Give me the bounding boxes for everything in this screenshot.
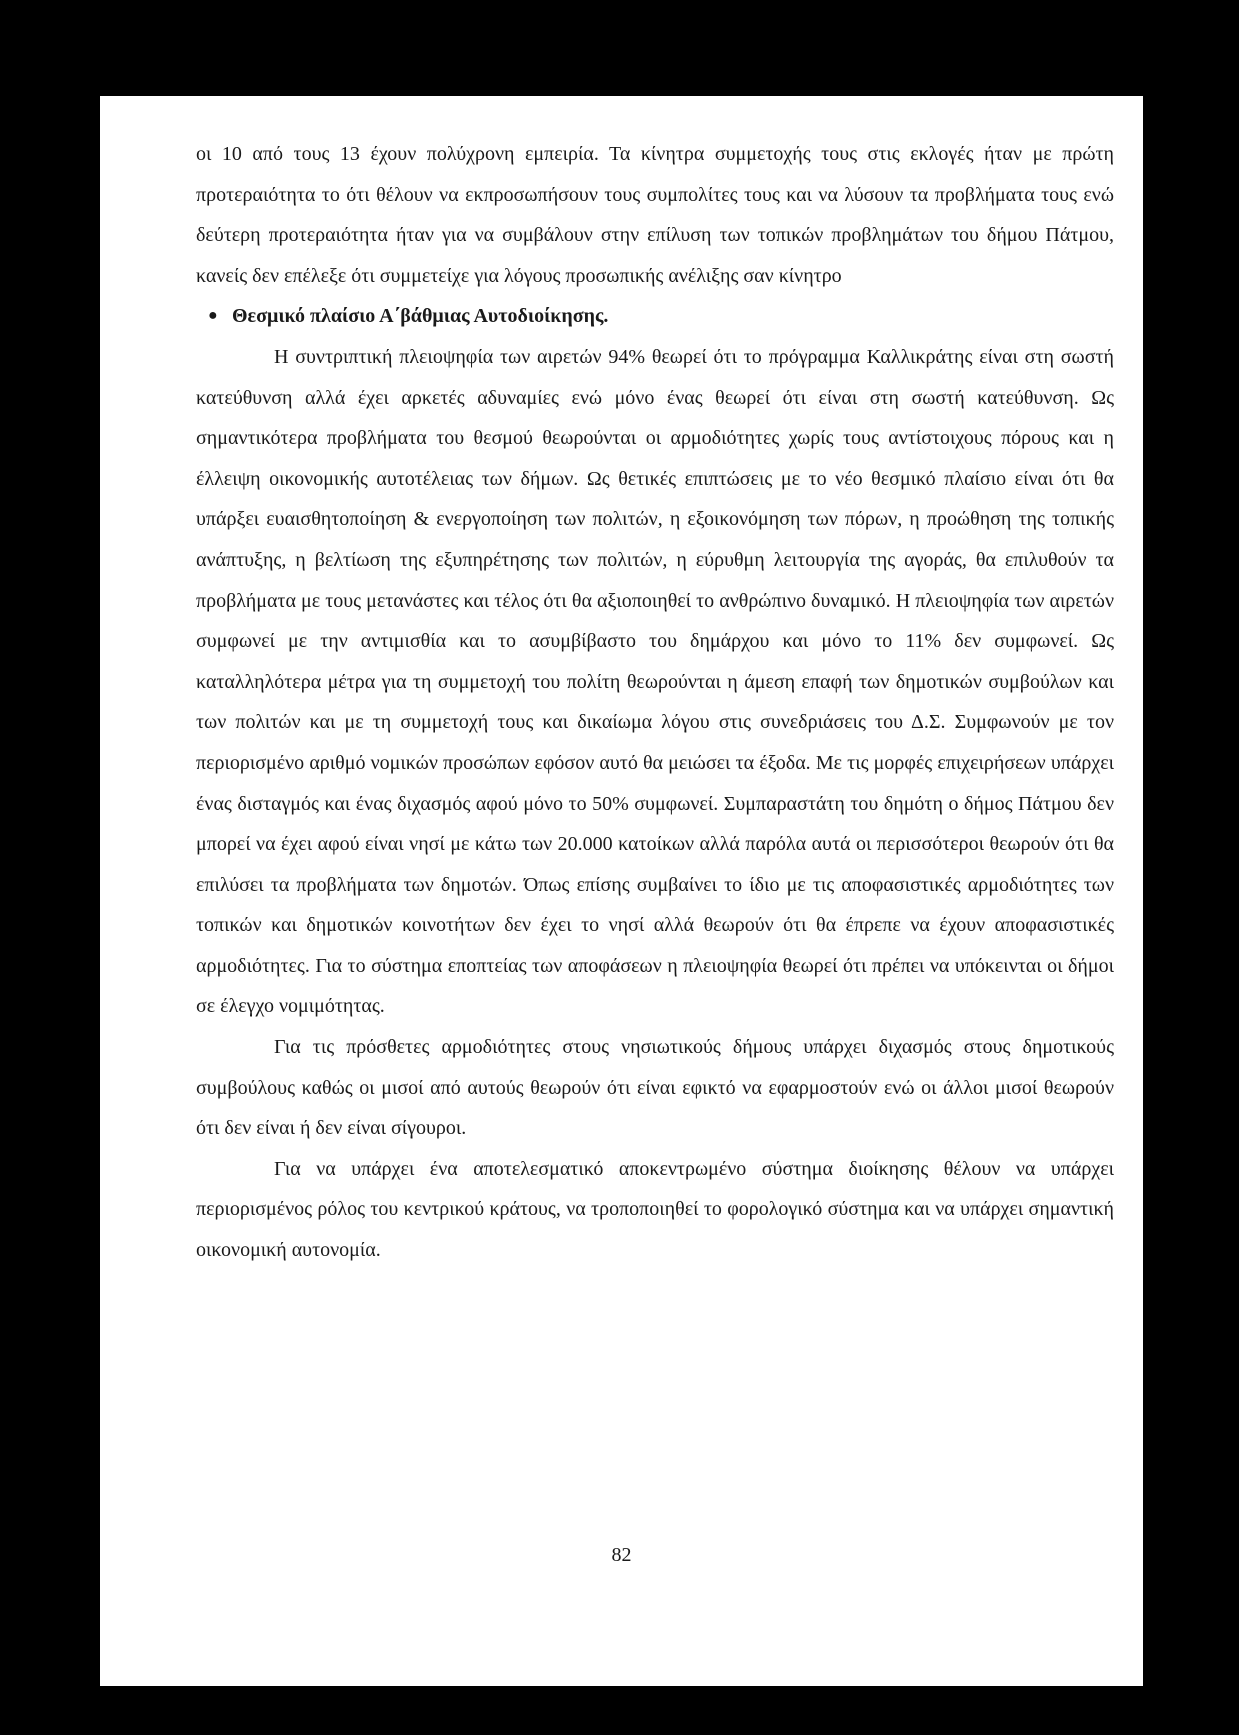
paragraph-main: Η συντριπτική πλειοψηφία των αιρετών 94% θεωρεί ότι το πρόγραμμα Καλλικράτης είναι στη σωστή κατεύθυνση αλλά έχει αρκετές αδυναμίες ενώ μόνο ένας θεωρεί ότι είναι στη σωστή κατεύθυνση. Ως σημαντικότερα προβλήματα του θεσμού θεωρούνται οι αρμοδιότητες χωρίς τους αντίστοιχους πόρους και η έλλειψη οικονομικής αυτοτέλειας των δήμων. Ως θετικές επιπτώσεις με το νέο θεσμικό πλαίσιο είναι ότι θα υπάρξει ευαισθητοποίηση & ενεργοποίηση των πολιτών, η εξοικονόμηση των πόρων, η προώθηση της τοπικής ανάπτυξης, η βελτίωση της εξυπηρέτησης των πολιτών, η εύρυθμη λειτουργία της αγοράς, θα επιλυθούν τα προβλήματα με τους μετανάστες και τέλος ότι θα αξιοποιηθεί το ανθρώπινο δυναμικό. Η πλειοψηφία των αιρετών συμφωνεί με την αντιμισθία και το ασυμβίβαστο του δημάρχου και μόνο το 11% δεν συμφωνεί. Ως καταλληλότερα μέτρα για τη συμμετοχή του πολίτη θεωρούνται η άμεση επαφή των δημοτικών συμβούλων και των πολιτών και με τη συμμετοχή τους και δικαίωμα λόγου στις συνεδριάσεις του Δ.Σ. Συμφωνούν με τον περιορισμένο αριθμό νομικών προσώπων εφόσον αυτό θα μειώσει τα έξοδα. Με τις μορφές επιχειρήσεων υπάρχει ένας δισταγμός και ένας διχασμός αφού μόνο το 50% συμφωνεί. Συμπαραστάτη του δημότη ο δήμος Πάτμου δεν μπορεί να έχει αφού είναι νησί με κάτω των 20.000 κατοίκων αλλά παρόλα αυτά οι περισσότεροι θεωρούν ότι θα επιλύσει τα προβλήματα των δημοτών. Όπως επίσης συμβαίνει το ίδιο με τις αποφασιστικές αρμοδιότητες των τοπικών και δημοτικών κοινοτήτων δεν έχει το νησί αλλά θεωρούν ότι θα έπρεπε να έχουν αποφασιστικές αρμοδιότητες. Για το σύστημα εποπτείας των αποφάσεων η πλειοψηφία θεωρεί ότι πρέπει να υπόκεινται οι δήμοι σε έλεγχο νομιμότητας. [196,345,1114,1018]
section-heading-text: Θεσμικό πλαίσιο Α΄βάθμιας Αυτοδιοίκησης. [232,305,609,328]
paragraph-system: Για να υπάρχει ένα αποτελεσματικό αποκεντρωμένο σύστημα διοίκησης θέλουν να υπάρχει περιορισμένος ρόλος του κεντρικού κράτους, να τροποποιηθεί το φορολογικό σύστημα και να υπάρχει σημαντική οικονομική αυτονομία. [196,1157,1114,1262]
bullet-icon: ● [208,307,218,325]
paragraph-islands: Για τις πρόσθετες αρμοδιότητες στους νησιωτικούς δήμους υπάρχει διχασμός στους δημοτικούς συμβούλους καθώς οι μισοί από αυτούς θεωρούν ότι είναι εφικτό να εφαρμοστούν ενώ οι άλλοι μισοί θεωρούν ότι δεν είναι ή δεν είναι σίγουροι. [196,1036,1114,1140]
paragraph-intro: οι 10 από τους 13 έχουν πολύχρονη εμπειρία. Τα κίνητρα συμμετοχής τους στις εκλογές ήταν με πρώτη προτεραιότητα το ότι θέλουν να εκπροσωπήσουν τους συμπολίτες τους και να λύσουν τα προβλήματα τους ενώ δεύτερη προτεραιότητα ήταν για να συμβάλουν στην επίλυση των τοπικών προβλημάτων του δήμου Πάτμου, κανείς δεν επέλεξε ότι συμμετείχε για λόγους προσωπικής ανέλιξης σαν κίνητρο [196,143,1114,287]
section-heading [196,296,1114,337]
page-body [196,134,1114,1271]
page-number: 82 [611,1544,632,1566]
document-page [100,96,1143,1686]
